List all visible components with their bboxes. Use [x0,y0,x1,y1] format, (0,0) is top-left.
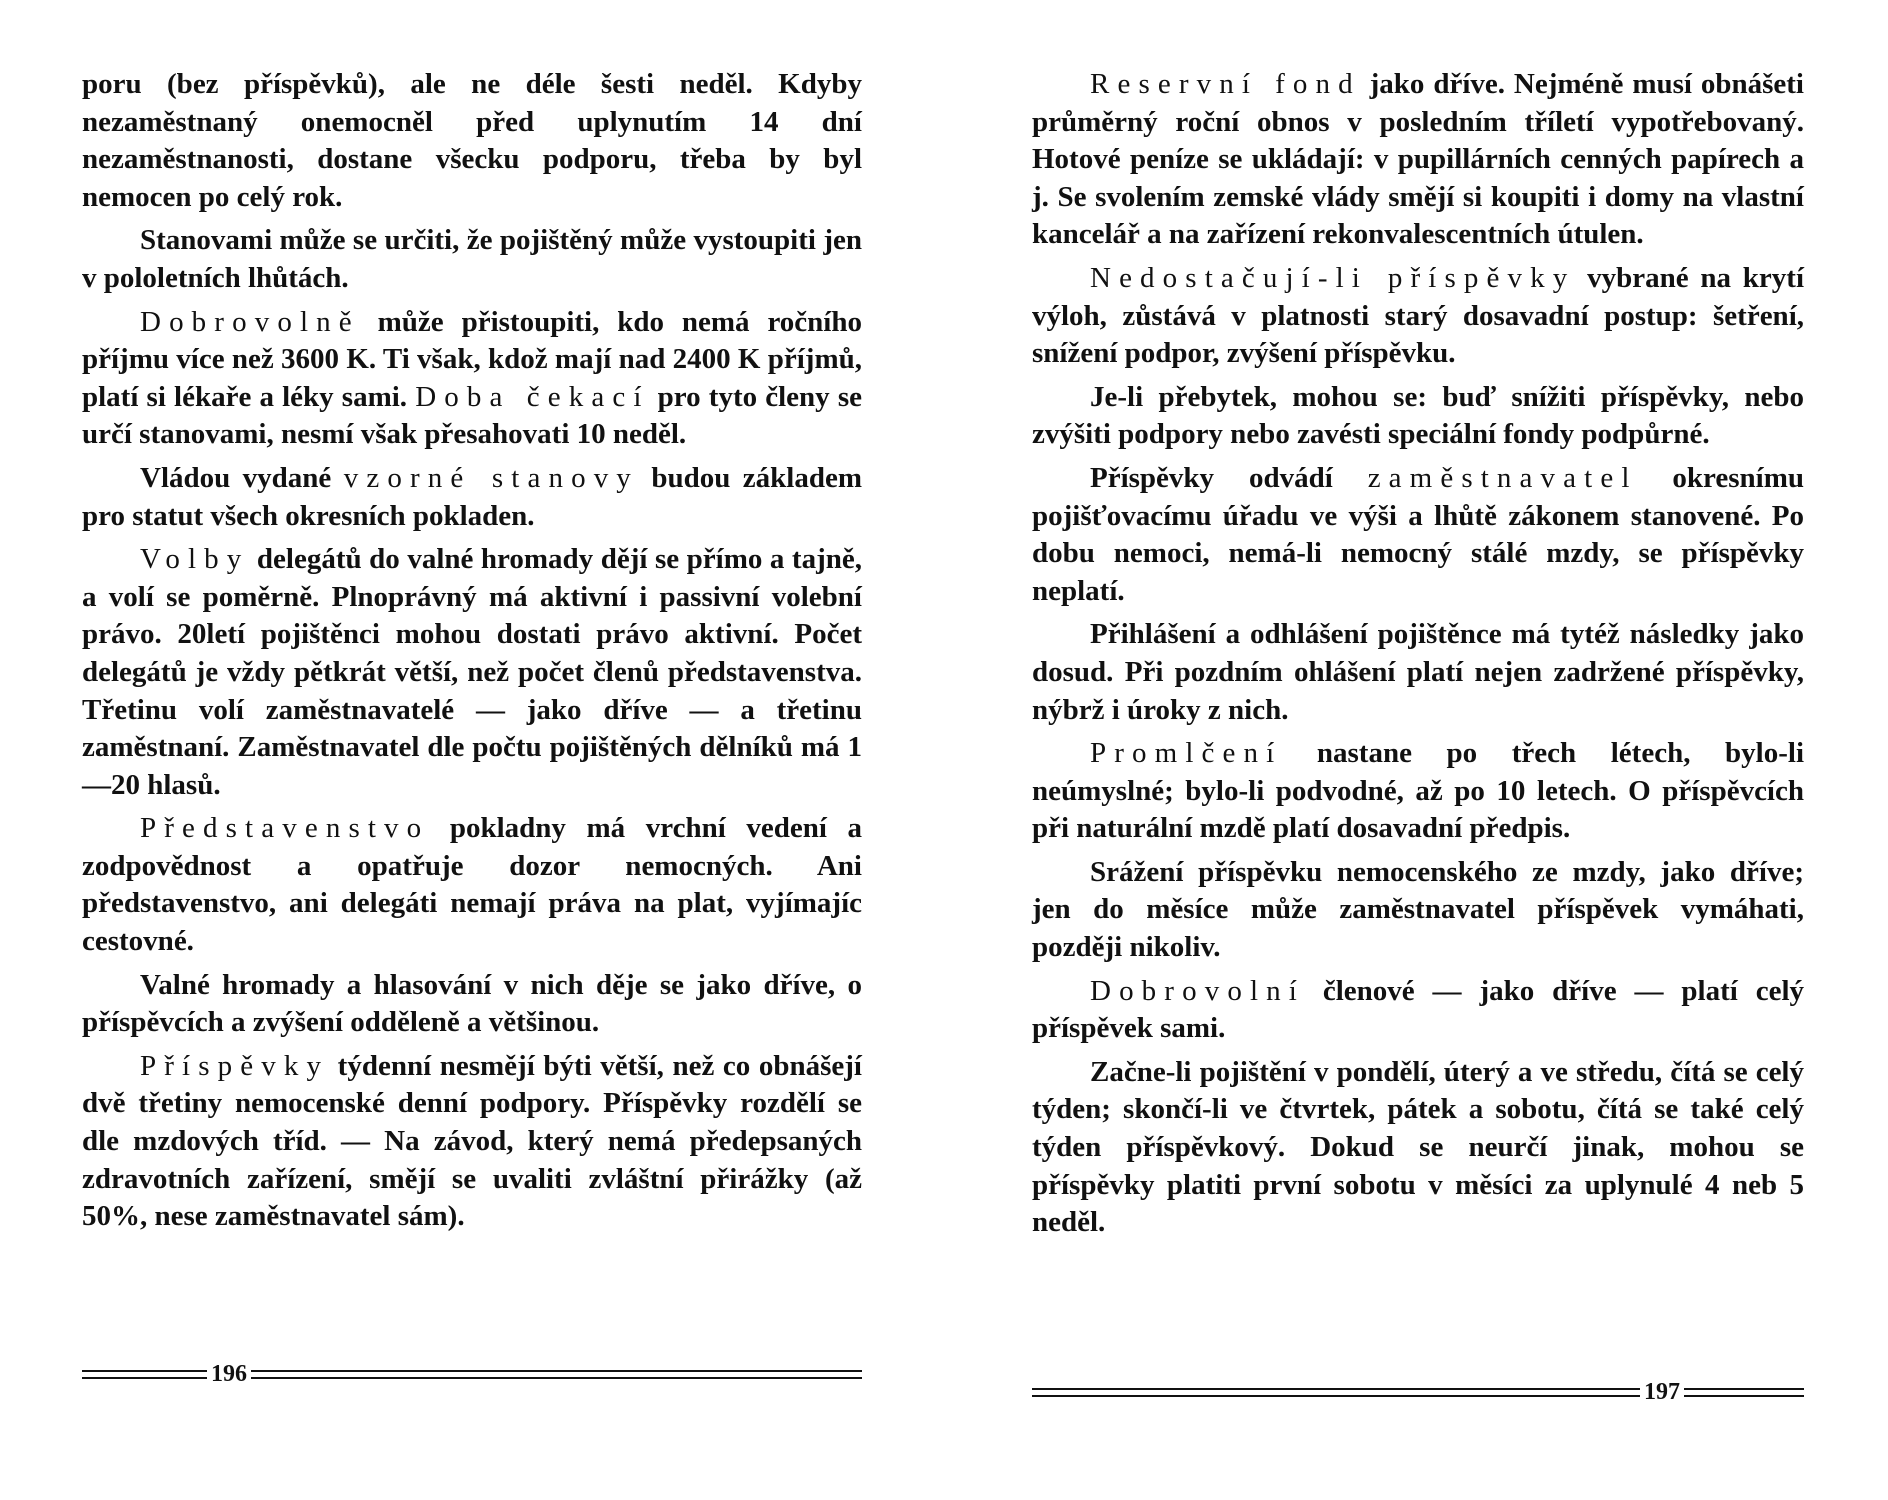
paragraph [1032,379,1804,454]
paragraph [1032,854,1804,967]
text-run: pro tyto členy se určí stanovami, nesmí však přesahovati 10 neděl. [82,380,862,451]
footer-rule [251,1370,862,1379]
paragraph [82,304,862,454]
spaced-emphasis: Promlčení [1090,737,1283,770]
spaced-emphasis: Reservní fond [1090,68,1361,100]
right-page [1032,66,1804,1248]
text-run: delegátů do valné hromady dějí se přímo a tajně, a volí se poměrně. Plnoprávný má aktivní i passivní volební právo. 20letí pojištěnci mohou dostati právo aktivní. Počet delegátů je vždy pětkrát větší, než počet členů představenstva. Třetinu volí zaměstnavatelé — jako dříve — a třetinu zaměstnaní. Zaměstnavatel dle počtu pojištěných dělníků má 1—20 hlasů. [82,543,862,801]
spaced-emphasis: Představenstvo [140,812,430,845]
text-run: budou základem pro statut všech okresních pokladen. [82,461,862,532]
paragraph [1032,735,1804,848]
text-run: Vládou vydané [140,461,344,494]
spaced-emphasis: Volby [140,543,250,576]
spaced-emphasis: Příspěvky [140,1049,330,1082]
text-run: Valné hromady a hlasování v nich děje se jako dříve, o příspěvcích a zvýšení odděleně a většinou. [82,968,862,1039]
paragraph [82,222,862,297]
text-run: Přihlášení a odhlášení pojištěnce má tytéž následky jako dosud. Při pozdním ohlášení platí nejen zadržené příspěvky, nýbrž i úroky z nich. [1032,618,1804,726]
spaced-emphasis: Nedostačují-li příspěvky [1090,261,1576,294]
page-number: 196 [211,1361,247,1387]
text-run: Příspěvky odvádí [1090,461,1368,494]
text-run: Je-li přebytek, mohou se: buď snížiti příspěvky, nebo zvýšiti podpory nebo zavésti speciální fondy podpůrné. [1032,380,1804,451]
paragraph [82,810,862,960]
left-page-body [82,66,862,1236]
paragraph [1032,616,1804,729]
spaced-emphasis: Dobrovolní [1090,974,1305,1007]
text-run: vybrané na krytí výloh, zůstává v platnosti starý dosavadní postup: šetření, snížení podpor, zvýšení příspěvku. [1032,261,1805,370]
text-run: pokladny má vrchní vedení a zodpovědnost a opatřuje dozor nemocných. Ani představenstvo, ani delegáti nemají práva na plat, vyjímajíc cestovné. [82,812,862,958]
page-number: 197 [1644,1379,1680,1405]
right-page-body [1032,66,1804,1242]
spaced-emphasis: vzorné stanovy [343,461,639,494]
spaced-emphasis: Dobrovolně [140,305,360,338]
text-run: nastane po třech létech, bylo-li neúmyslné; bylo-li podvodné, až po 10 letech. O příspěvcích při naturální mzdě platí dosavadní předpis. [1032,737,1804,845]
left-page [82,66,862,1242]
paragraph [1032,460,1804,610]
right-page-footer [1032,1380,1804,1404]
text-run: Stanovami může se určiti, že pojištěný může vystoupiti jen v pololetních lhůtách. [82,224,862,294]
paragraph [82,967,862,1042]
text-run: Začne-li pojištění v pondělí, úterý a ve středu, čítá se celý týden; skončí-li ve čtvrtek, pátek a sobotu, čítá se také celý týden příspěvkový. Dokud se neurčí jinak, mohou se příspěvky platiti první sobotu v měsíci za uplynulé 4 neb 5 neděl. [1032,1055,1804,1239]
footer-rule [1032,1388,1640,1397]
left-page-footer [82,1362,862,1386]
paragraph [1032,1054,1804,1242]
spaced-emphasis: Doba čekací [415,380,650,413]
paragraph [1032,66,1804,254]
spaced-emphasis: zaměstnavatel [1367,461,1638,494]
paragraph [82,460,862,535]
text-run: jako dříve. Nejméně musí obnášeti průměrný roční obnos v posledním tříletí vypotřebovaný. Hotové peníze se ukládají: v pupillárních cenných papírech a j. Se svolením zemské vlády smějí si koupiti i domy na vlastní kancelář a na zařízení rekonvalescentních útulen. [1032,68,1804,251]
text-run: Srážení příspěvku nemocenského ze mzdy, jako dříve; jen do měsíce může zaměstnavatel příspěvek vymáhati, později nikoliv. [1032,855,1804,964]
text-run: okresnímu pojišťovacímu úřadu ve výši a lhůtě zákonem stanovené. Po dobu nemoci, nemá-li nemocný stálé mzdy, se příspěvky neplatí. [1032,461,1805,607]
text-run: může přistoupiti, kdo nemá ročního příjmu více než 3600 K. Ti však, kdož mají nad 2400 K příjmů, platí si lékaře a léky sami. [82,305,862,413]
paragraph [82,541,862,804]
footer-rule [1684,1388,1804,1397]
paragraph [82,1048,862,1236]
paragraph [82,66,862,216]
paragraph [1032,973,1804,1048]
text-run: poru (bez příspěvků), ale ne déle šesti neděl. Kdyby nezaměstnaný onemocněl před uplynutím 14 dní nezaměstnanosti, dostane všecku podporu, třeba by byl nemocen po celý rok. [82,68,862,213]
text-run: členové — jako dříve — platí celý příspěvek sami. [1032,974,1804,1045]
text-run: týdenní nesmějí býti větší, než co obnášejí dvě třetiny nemocenské denní podpory. Příspěvky rozdělí se dle mzdových tříd. — Na závod, který nemá předepsaných zdravotních zařízení, smějí se uvaliti zvláštní přirážky (až 50%, nese zaměstnavatel sám). [82,1049,862,1233]
footer-rule [82,1370,207,1379]
paragraph [1032,260,1804,373]
